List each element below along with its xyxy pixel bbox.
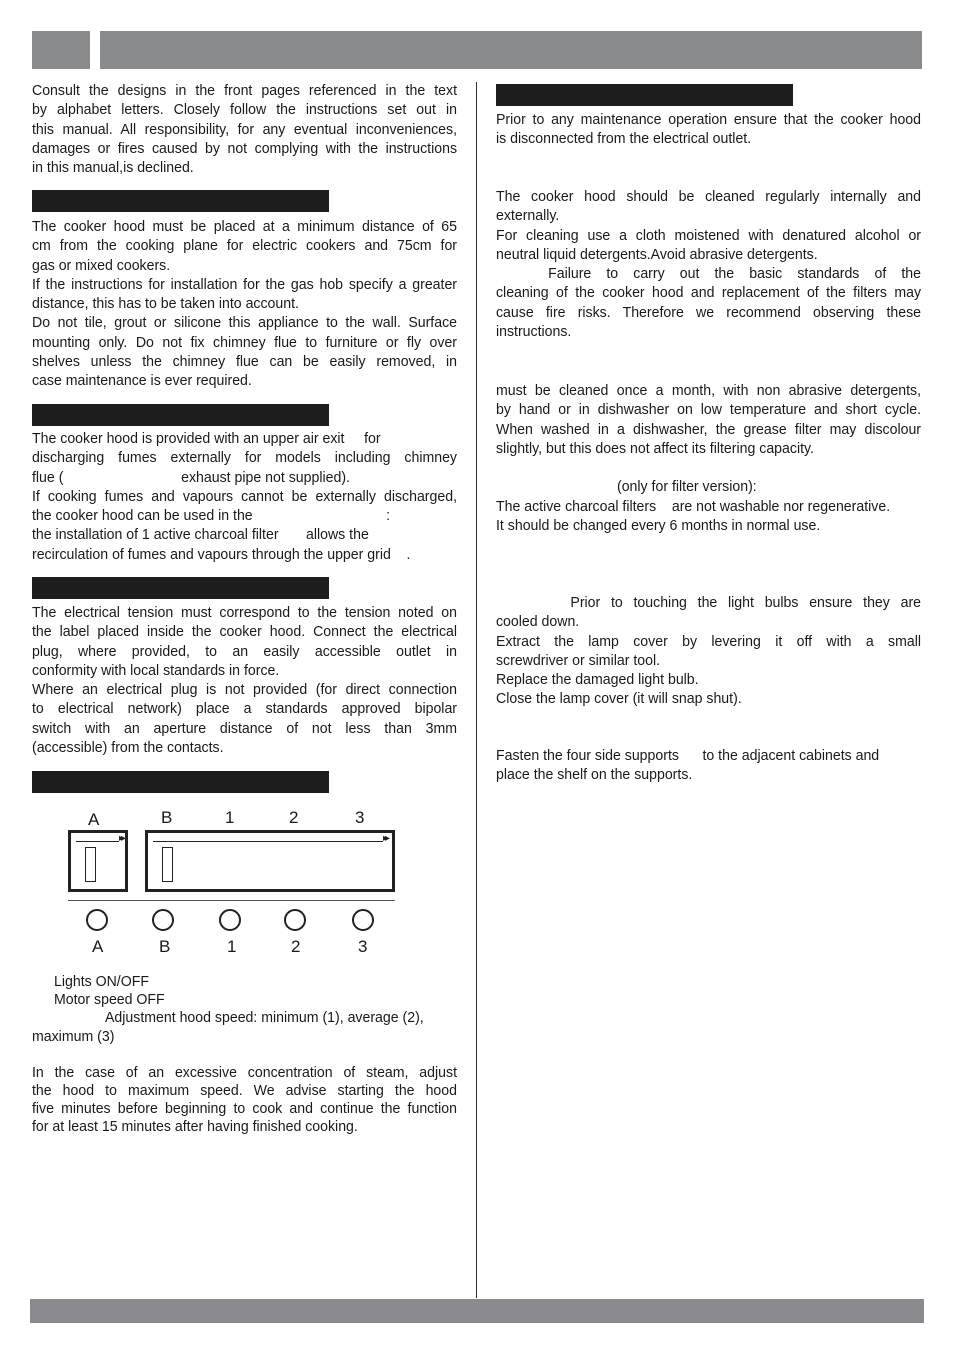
intro-paragraph: Consult the designs in the front pages referenced in the text by alphabet letters. Closely follow the instructions set out in this manual. All responsibility, for any eventual inconveniences, damages or fires caused by not complying with the instructions in this manual,is declined. — [32, 82, 458, 177]
panel-bottom-label-1: 1 — [227, 937, 237, 956]
light-switch-slider — [85, 847, 96, 882]
section-header-maintenance — [496, 84, 793, 106]
legend-speed-1: Adjustment hood speed: minimum (1), average (2), — [105, 1009, 424, 1026]
page-number-tab — [32, 31, 90, 69]
panel-baseline — [68, 900, 395, 901]
lights-paragraph: Prior to touching the light bulbs ensure they are cooled down. Extract the lamp cover by levering it off with a small screwdriver or similar tool. Replace the damaged light bulb. Close the lamp cover (it will snap shut). — [496, 594, 922, 708]
legend-speed-2: maximum (3) — [32, 1028, 115, 1045]
panel-top-label-1: 1 — [225, 808, 235, 827]
panel-top-label-3: 3 — [355, 808, 365, 827]
knob-1-icon — [219, 909, 241, 931]
light-switch-arrow-icon — [76, 841, 119, 842]
panel-top-label-b: B — [161, 808, 173, 827]
shelf-paragraph: Fasten the four side supports to the adjacent cabinets and place the shelf on the supports. — [496, 747, 880, 784]
charcoal-filter-heading: (only for filter version): — [617, 478, 757, 495]
section-header-electrical — [32, 577, 329, 599]
legend-lights: Lights ON/OFF — [54, 973, 149, 990]
footer-bar — [30, 1299, 924, 1323]
knob-3-icon — [352, 909, 374, 931]
panel-bottom-label-3: 3 — [358, 937, 368, 956]
section-header-functioning — [32, 404, 329, 426]
header-bar — [100, 31, 922, 69]
panel-bottom-label-a: A — [92, 937, 104, 956]
grease-filter-paragraph: must be cleaned once a month, with non abrasive detergents, by hand or in dishwasher on low temperature and short cycle. When washed in a dishwasher, the grease filter may discolour slightly, but this does not affect its filtering capacity. — [496, 382, 922, 457]
functioning-paragraph: The cooker hood is provided with an upper air exit for discharging fumes externally for models including chimney flue ( exhaust pipe not supplied). If cooking fumes and vapours cannot be externally discharged, the cooker hood can be used in the : the installation of 1 active charcoal filter allows the recirculation of fumes and vapours through the upper grid . — [32, 430, 458, 563]
maintenance-paragraph: Prior to any maintenance operation ensure that the cooker hood is disconnected from the electrical outlet. — [496, 111, 922, 148]
motor-switch-slider — [162, 847, 173, 882]
installation-paragraph: The cooker hood must be placed at a minimum distance of 65 cm from the cooking plane for electric cookers and 75cm for gas or mixed cookers. If the instructions for installation for the gas hob specify a greater distance, this has to be taken into account. Do not tile, grout or silicone this appliance to the wall. Surface mounting only. Do not fix chimney flue to furniture or fly over shelves unless the chimney flue can be easily removed, in case maintenance is ever required. — [32, 218, 458, 390]
electrical-paragraph: The electrical tension must correspond to the tension noted on the label placed inside the cooker hood. Connect the electrical plug, where provided, to an easily accessible outlet in conformity with local standards in force. Where an electrical plug is not provided (for direct connection to electrical network) place a standards approved bipolar switch with an aperture distance of not less than 3mm (accessible) from the contacts. — [32, 604, 458, 757]
charcoal-filter-paragraph: The active charcoal filters are not washable nor regenerative. It should be changed every 6 months in normal use. — [496, 498, 891, 535]
cleaning-paragraph: The cooker hood should be cleaned regularly internally and externally. For cleaning use a cloth moistened with denatured alcohol or neutral liquid detergents.Avoid abrasive detergents. Failure to carry out the basic standards of the cleaning of the cooker hood and replacement of the filters may cause fire risks. Therefore we recommend observing these instructions. — [496, 188, 922, 341]
section-header-use — [32, 771, 329, 793]
panel-bottom-label-b: B — [159, 937, 171, 956]
knob-a-icon — [86, 909, 108, 931]
advice-paragraph: In the case of an excessive concentration of steam, adjust the hood to maximum speed. We advise starting the hood five minutes before beginning to cook and continue the function for at least 15 minutes after having finished cooking. — [32, 1064, 458, 1135]
knob-b-icon — [152, 909, 174, 931]
motor-switch-box — [145, 830, 395, 892]
control-panel-figure — [32, 805, 457, 965]
motor-switch-arrow-icon — [153, 841, 383, 842]
panel-top-label-2: 2 — [289, 808, 299, 827]
panel-top-label-a: A — [88, 810, 100, 829]
column-divider — [476, 82, 477, 1298]
legend-motor-off: Motor speed OFF — [54, 991, 165, 1008]
panel-bottom-label-2: 2 — [291, 937, 301, 956]
knob-2-icon — [284, 909, 306, 931]
light-switch-box — [68, 830, 128, 892]
section-header-installation — [32, 190, 329, 212]
